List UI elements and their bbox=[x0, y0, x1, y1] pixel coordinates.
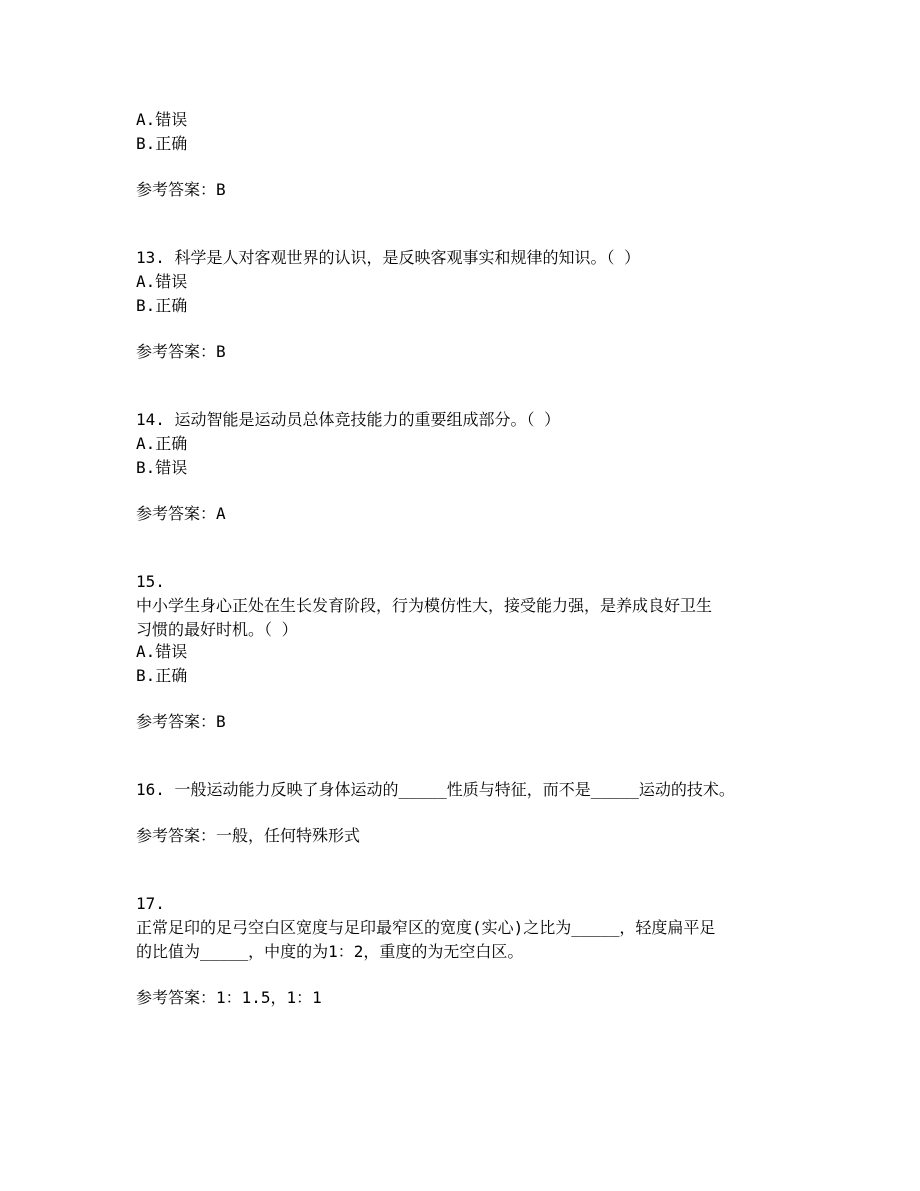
q15-question-line1: 中小学生身心正处在生长发育阶段，行为模仿性大，接受能力强，是养成良好卫生 bbox=[136, 596, 713, 615]
q12-option-a: A.错误 bbox=[136, 110, 188, 129]
q17-answer: 参考答案：1：1.5，1：1 bbox=[136, 988, 322, 1007]
q15-option-b: B.正确 bbox=[136, 666, 188, 685]
q17-question-line1: 正常足印的足弓空白区宽度与足印最窄区的宽度(实心)之比为_____，轻度扁平足 bbox=[136, 918, 716, 937]
q14-option-b: B.错误 bbox=[136, 458, 188, 477]
q12-option-b: B.正确 bbox=[136, 134, 188, 153]
q13-option-b: B.正确 bbox=[136, 296, 188, 315]
q17-number: 17. bbox=[136, 894, 165, 913]
q17-question-line2: 的比值为_____，中度的为1：2，重度的为无空白区。 bbox=[136, 942, 524, 961]
q14-answer: 参考答案：A bbox=[136, 504, 226, 523]
q13-option-a: A.错误 bbox=[136, 272, 188, 291]
q13-question: 13. 科学是人对客观世界的认识，是反映客观事实和规律的知识。（ ） bbox=[136, 248, 641, 267]
q12-answer: 参考答案：B bbox=[136, 180, 226, 199]
q15-question-line2: 习惯的最好时机。（ ） bbox=[136, 620, 298, 639]
q13-answer: 参考答案：B bbox=[136, 342, 226, 361]
q15-answer: 参考答案：B bbox=[136, 712, 226, 731]
q14-question: 14. 运动智能是运动员总体竞技能力的重要组成部分。（ ） bbox=[136, 410, 561, 429]
q14-option-a: A.正确 bbox=[136, 434, 188, 453]
q15-number: 15. bbox=[136, 572, 165, 591]
q16-answer: 参考答案：一般，任何特殊形式 bbox=[136, 826, 361, 845]
q15-option-a: A.错误 bbox=[136, 642, 188, 661]
q16-question: 16. 一般运动能力反映了身体运动的_____性质与特征，而不是_____运动的技术。 bbox=[136, 780, 735, 799]
